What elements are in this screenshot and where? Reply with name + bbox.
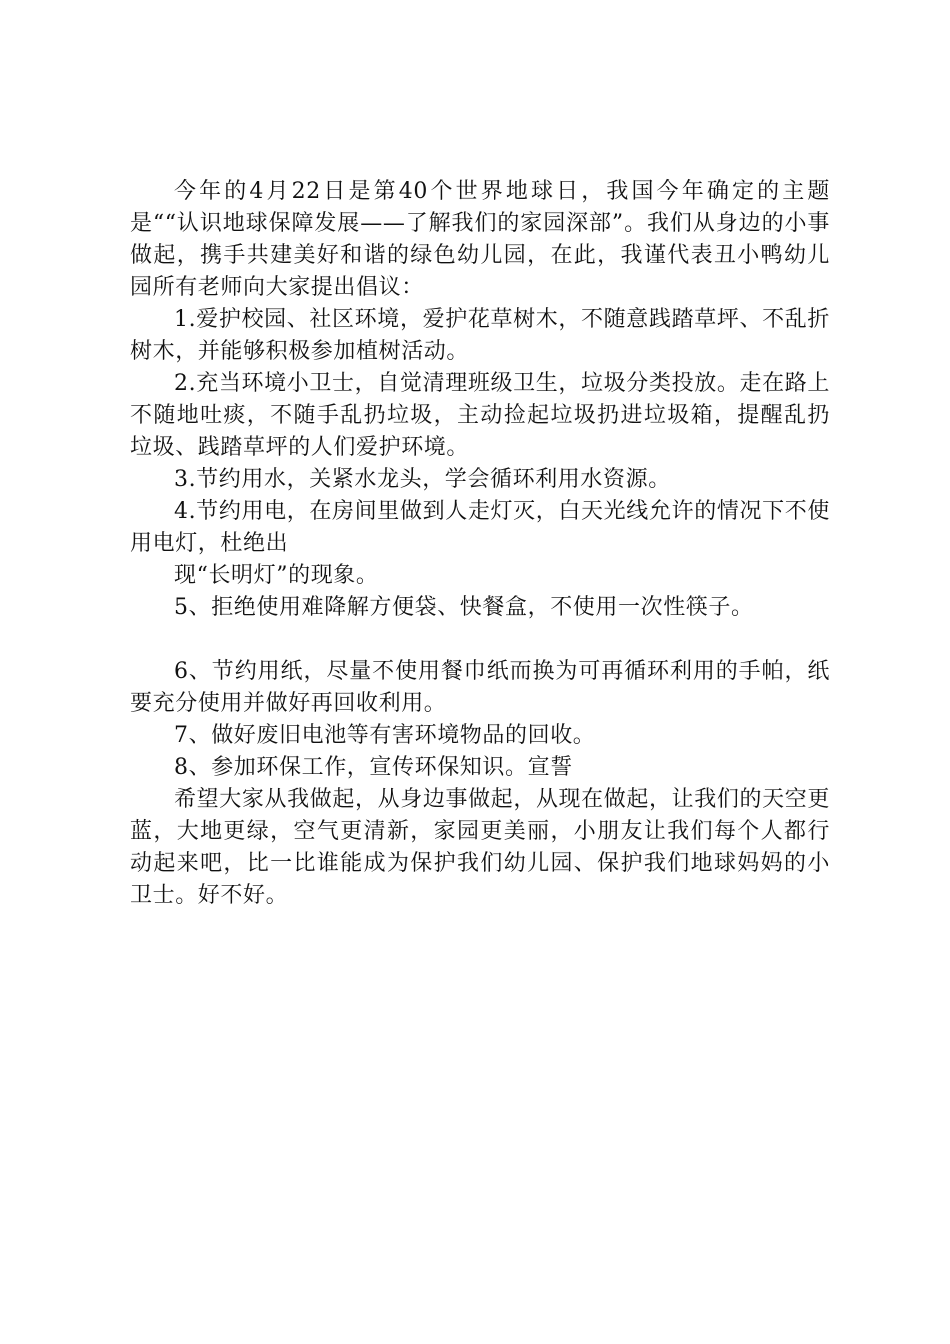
proposal-item-1: 1.爱护校园、社区环境，爱护花草树木，不随意践踏草坪、不乱折树木，并能够积极参加植树活动。 <box>130 307 830 364</box>
document-body <box>130 176 830 912</box>
proposal-item-6: 6、节约用纸，尽量不使用餐巾纸而换为可再循环利用的手帕，纸要充分使用并做好再回收利用。 <box>130 659 830 716</box>
closing-paragraph: 希望大家从我做起，从身边事做起，从现在做起，让我们的天空更蓝，大地更绿，空气更清新，家园更美丽，小朋友让我们每个人都行动起来吧，比一比谁能成为保护我们幼儿园、保护我们地球妈妈的小卫士。好不好。 <box>130 787 830 908</box>
proposal-item-4-continued: 现“长明灯”的现象。 <box>174 563 379 588</box>
proposal-item-7: 7、做好废旧电池等有害环境物品的回收。 <box>174 723 596 748</box>
proposal-item-4: 4.节约用电，在房间里做到人走灯灭，白天光线允许的情况下不使用电灯，杜绝出 <box>130 499 830 556</box>
blank-line <box>130 624 830 656</box>
proposal-item-2: 2.充当环境小卫士，自觉清理班级卫生，垃圾分类投放。走在路上不随地吐痰，不随手乱扔垃圾，主动捡起垃圾扔进垃圾箱，提醒乱扔垃圾、践踏草坪的人们爱护环境。 <box>130 371 830 460</box>
intro-paragraph: 今年的4月22日是第40个世界地球日，我国今年确定的主题是““认识地球保障发展——了解我们的家园深部”。我们从身边的小事做起，携手共建美好和谐的绿色幼儿园，在此，我谨代表丑小鸭幼儿园所有老师向大家提出倡议： <box>130 179 830 300</box>
proposal-item-5: 5、拒绝使用难降解方便袋、快餐盒，不使用一次性筷子。 <box>174 595 754 620</box>
proposal-item-3: 3.节约用水，关紧水龙头，学会循环利用水资源。 <box>174 467 671 492</box>
proposal-item-8: 8、参加环保工作，宣传环保知识。宣誓 <box>174 755 573 780</box>
